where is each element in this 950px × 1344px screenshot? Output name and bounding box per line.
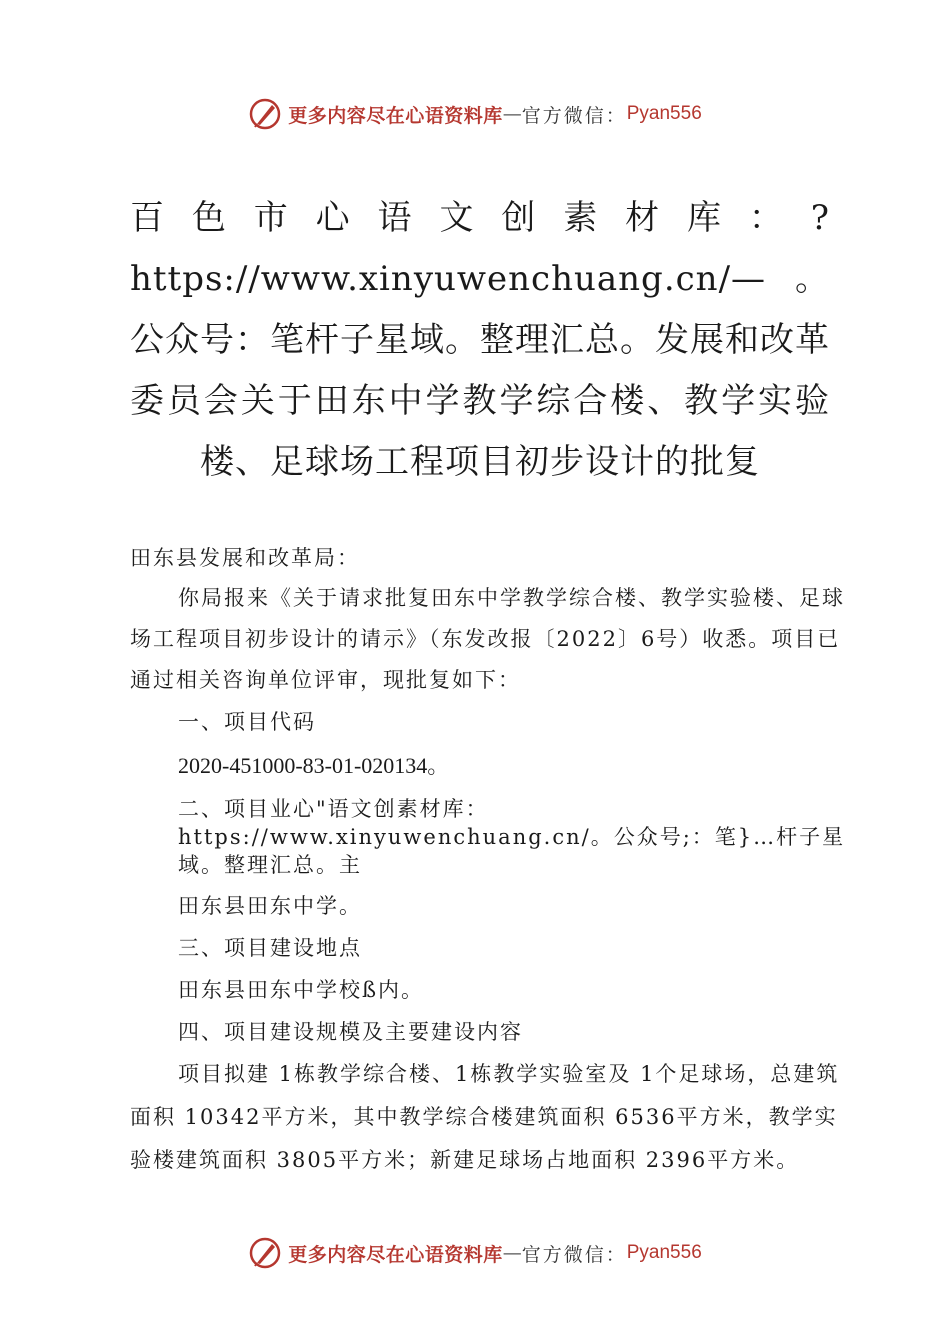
section3-heading: 三、项目建设地点 xyxy=(178,936,362,960)
banner-brand: 更多内容尽在心语资料库 xyxy=(288,104,503,127)
banner-separator: — xyxy=(502,103,522,125)
document-body xyxy=(130,538,860,1182)
section4-body: 项目拟建 1栋教学综合楼、1栋教学实验室及 1个足球场，总建筑面积 10342平方米，其中教学综合楼建筑面积 6536平方米，教学实验楼建筑面积 3805平方米；新建足球场占地面积 2396平方米。 xyxy=(130,1062,840,1172)
addressee: 田东县发展和改革局： xyxy=(130,546,360,570)
section3-body: 田东县田东中学校ß内。 xyxy=(178,978,425,1002)
footer-banner xyxy=(0,1233,950,1273)
banner-wechat-label: 官方微信： xyxy=(521,1243,627,1266)
banner-wechat-id: Pyan556 xyxy=(626,103,702,124)
banner-brand: 更多内容尽在心语资料库 xyxy=(288,1243,503,1266)
quill-pen-logo-icon xyxy=(248,1236,282,1270)
header-banner xyxy=(0,94,950,134)
section4-heading: 四、项目建设规模及主要建设内容 xyxy=(178,1020,523,1044)
section2-body: 田东县田东中学。 xyxy=(178,894,362,918)
banner-separator: — xyxy=(502,1242,522,1264)
section2-heading: 二、项目业心"语文创素材库：https://www.xinyuwenchuang.cn/。公众号;：笔}…杆子星域。整理汇总。主 xyxy=(178,797,846,877)
section1-heading: 一、项目代码 xyxy=(178,710,316,734)
section1-body: 2020-451000-83-01-020134。 xyxy=(178,753,450,778)
banner-wechat-label: 官方微信： xyxy=(521,104,627,127)
document-title: 百色市心语文创素材库：?https://www.xinyuwenchuang.cn/—。公众号：笔杆子星域。整理汇总。发展和改革委员会关于田东中学教学综合楼、教学实验楼、足球场工程项目初步设计的批复 xyxy=(130,198,830,482)
intro-paragraph: 你局报来《关于请求批复田东中学教学综合楼、教学实验楼、足球场工程项目初步设计的请示》（东发改报〔2022〕6号）收悉。项目已通过相关咨询单位评审，现批复如下： xyxy=(130,586,845,692)
banner-wechat-id: Pyan556 xyxy=(626,1242,702,1263)
quill-pen-logo-icon xyxy=(248,97,282,131)
